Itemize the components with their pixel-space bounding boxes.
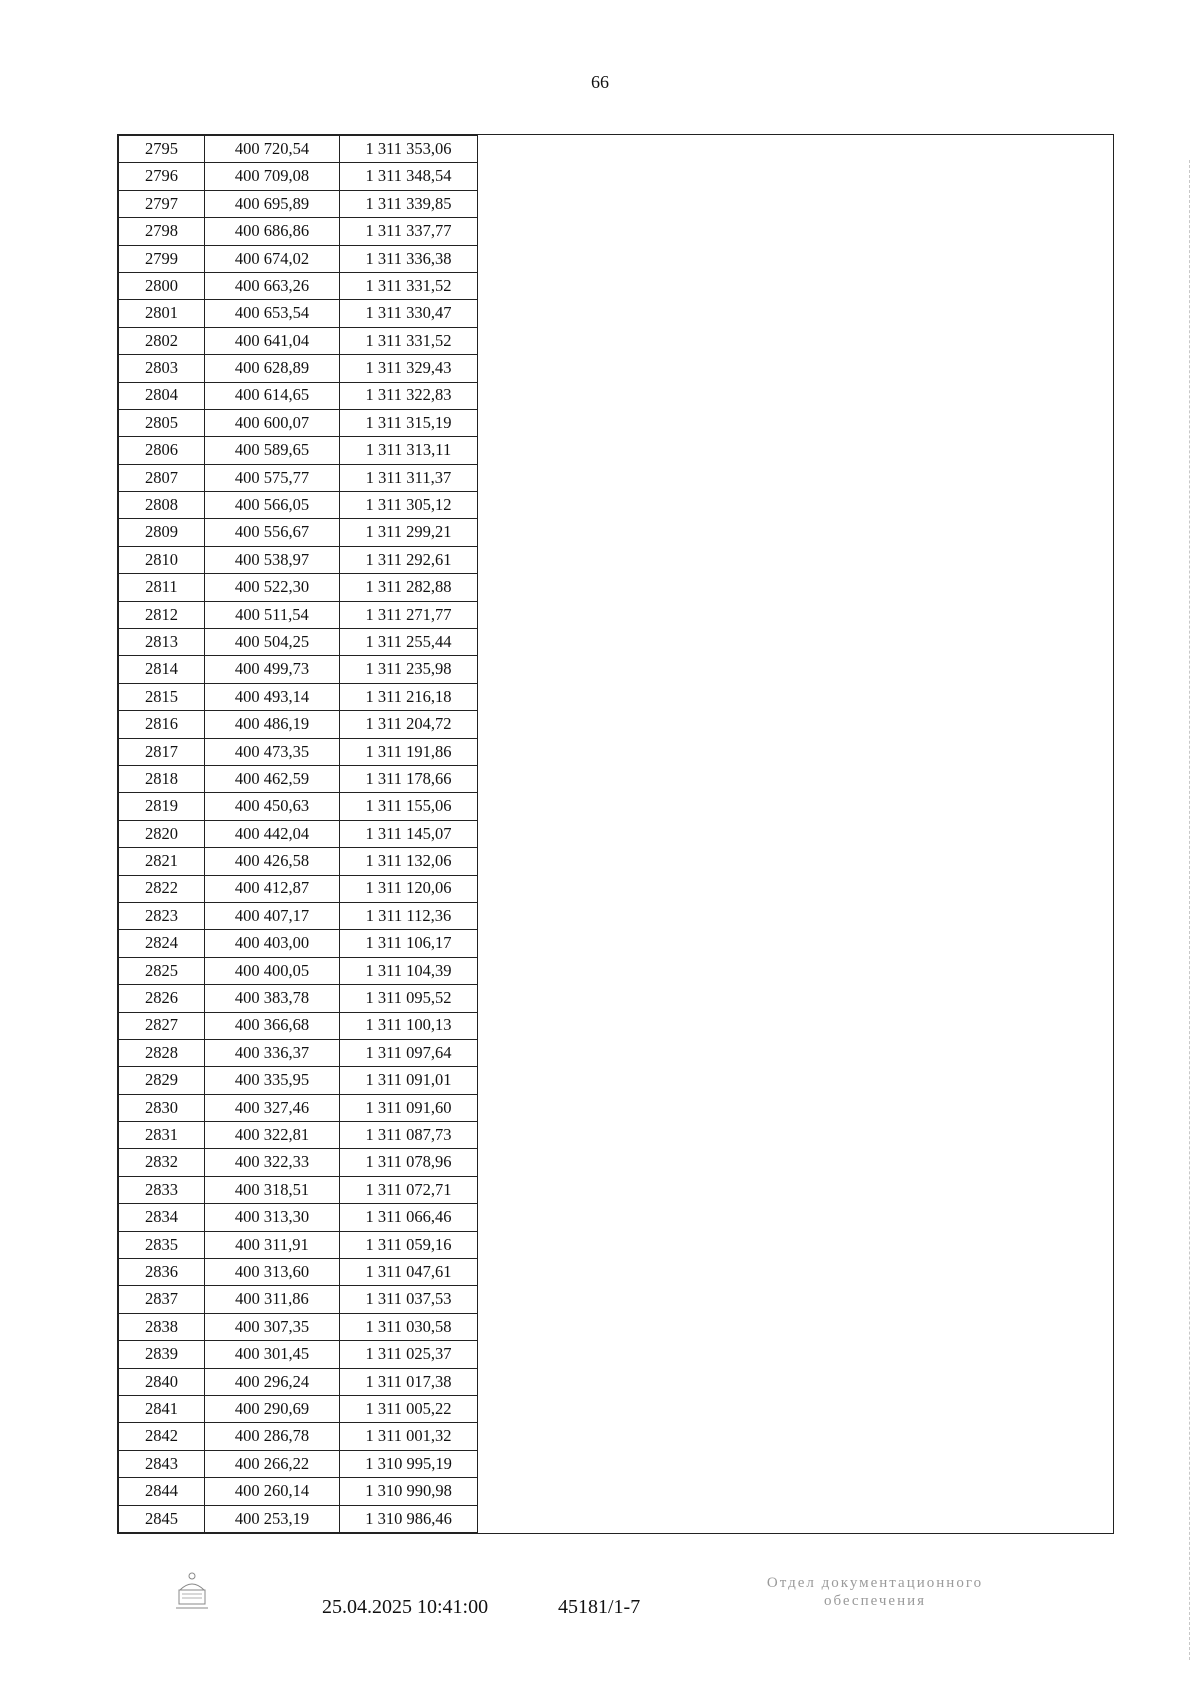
row-end xyxy=(478,492,479,519)
x-coordinate-cell: 400 709,08 xyxy=(205,163,340,190)
stamp-line-2: обеспечения xyxy=(823,1593,927,1609)
point-number-cell: 2798 xyxy=(119,218,205,245)
y-coordinate-cell: 1 311 331,52 xyxy=(340,272,478,299)
table-row xyxy=(119,1478,479,1505)
row-end xyxy=(478,1067,479,1094)
row-end xyxy=(478,656,479,683)
x-coordinate-cell: 400 450,63 xyxy=(205,793,340,820)
y-coordinate-cell: 1 311 322,83 xyxy=(340,382,478,409)
table-row xyxy=(119,1259,479,1286)
table-row xyxy=(119,902,479,929)
table-row xyxy=(119,1341,479,1368)
row-end xyxy=(478,1478,479,1505)
row-end xyxy=(478,519,479,546)
point-number-cell: 2803 xyxy=(119,355,205,382)
x-coordinate-cell: 400 674,02 xyxy=(205,245,340,272)
y-coordinate-cell: 1 311 282,88 xyxy=(340,574,478,601)
point-number-cell: 2837 xyxy=(119,1286,205,1313)
page-number: 66 xyxy=(591,72,609,92)
x-coordinate-cell: 400 322,33 xyxy=(205,1149,340,1176)
table-row xyxy=(119,190,479,217)
x-coordinate-cell: 400 290,69 xyxy=(205,1395,340,1422)
x-coordinate-cell: 400 493,14 xyxy=(205,683,340,710)
table-row xyxy=(119,1012,479,1039)
row-end xyxy=(478,190,479,217)
y-coordinate-cell: 1 311 005,22 xyxy=(340,1395,478,1422)
point-number-cell: 2801 xyxy=(119,300,205,327)
row-end xyxy=(478,1039,479,1066)
table-row xyxy=(119,1450,479,1477)
table-row xyxy=(119,1286,479,1313)
point-number-cell: 2804 xyxy=(119,382,205,409)
y-coordinate-cell: 1 311 059,16 xyxy=(340,1231,478,1258)
x-coordinate-cell: 400 322,81 xyxy=(205,1122,340,1149)
row-end xyxy=(478,1450,479,1477)
table-row xyxy=(119,1094,479,1121)
y-coordinate-cell: 1 311 353,06 xyxy=(340,136,478,163)
table-row xyxy=(119,793,479,820)
coordinates-table xyxy=(118,135,479,1533)
y-coordinate-cell: 1 311 100,13 xyxy=(340,1012,478,1039)
x-coordinate-cell: 400 383,78 xyxy=(205,985,340,1012)
point-number-cell: 2835 xyxy=(119,1231,205,1258)
y-coordinate-cell: 1 311 339,85 xyxy=(340,190,478,217)
table-row xyxy=(119,656,479,683)
row-end xyxy=(478,1149,479,1176)
row-end xyxy=(478,848,479,875)
x-coordinate-cell: 400 412,87 xyxy=(205,875,340,902)
x-coordinate-cell: 400 336,37 xyxy=(205,1039,340,1066)
point-number-cell: 2823 xyxy=(119,902,205,929)
row-end xyxy=(478,1122,479,1149)
footer-document-number: 45181/1-7 xyxy=(558,1596,641,1618)
x-coordinate-cell: 400 720,54 xyxy=(205,136,340,163)
row-end xyxy=(478,1313,479,1340)
x-coordinate-cell: 400 403,00 xyxy=(205,930,340,957)
y-coordinate-cell: 1 311 292,61 xyxy=(340,546,478,573)
y-coordinate-cell: 1 311 331,52 xyxy=(340,327,478,354)
table-row xyxy=(119,492,479,519)
row-end xyxy=(478,683,479,710)
y-coordinate-cell: 1 311 017,38 xyxy=(340,1368,478,1395)
table-row xyxy=(119,1149,479,1176)
x-coordinate-cell: 400 253,19 xyxy=(205,1505,340,1532)
point-number-cell: 2845 xyxy=(119,1505,205,1532)
x-coordinate-cell: 400 327,46 xyxy=(205,1094,340,1121)
x-coordinate-cell: 400 296,24 xyxy=(205,1368,340,1395)
y-coordinate-cell: 1 311 078,96 xyxy=(340,1149,478,1176)
table-row xyxy=(119,355,479,382)
point-number-cell: 2806 xyxy=(119,437,205,464)
table-row xyxy=(119,300,479,327)
table-row xyxy=(119,985,479,1012)
row-end xyxy=(478,711,479,738)
y-coordinate-cell: 1 311 329,43 xyxy=(340,355,478,382)
y-coordinate-cell: 1 310 986,46 xyxy=(340,1505,478,1532)
row-end xyxy=(478,875,479,902)
table-row xyxy=(119,409,479,436)
y-coordinate-cell: 1 311 091,01 xyxy=(340,1067,478,1094)
table-row xyxy=(119,1313,479,1340)
y-coordinate-cell: 1 311 271,77 xyxy=(340,601,478,628)
point-number-cell: 2809 xyxy=(119,519,205,546)
row-end xyxy=(478,163,479,190)
x-coordinate-cell: 400 286,78 xyxy=(205,1423,340,1450)
y-coordinate-cell: 1 311 112,36 xyxy=(340,902,478,929)
point-number-cell: 2834 xyxy=(119,1204,205,1231)
point-number-cell: 2802 xyxy=(119,327,205,354)
y-coordinate-cell: 1 311 315,19 xyxy=(340,409,478,436)
table-row xyxy=(119,1423,479,1450)
row-end xyxy=(478,1094,479,1121)
table-row xyxy=(119,327,479,354)
y-coordinate-cell: 1 311 087,73 xyxy=(340,1122,478,1149)
point-number-cell: 2831 xyxy=(119,1122,205,1149)
y-coordinate-cell: 1 311 348,54 xyxy=(340,163,478,190)
y-coordinate-cell: 1 311 311,37 xyxy=(340,464,478,491)
row-end xyxy=(478,738,479,765)
x-coordinate-cell: 400 313,30 xyxy=(205,1204,340,1231)
x-coordinate-cell: 400 400,05 xyxy=(205,957,340,984)
y-coordinate-cell: 1 311 313,11 xyxy=(340,437,478,464)
table-row xyxy=(119,1176,479,1203)
point-number-cell: 2828 xyxy=(119,1039,205,1066)
row-end xyxy=(478,272,479,299)
y-coordinate-cell: 1 311 104,39 xyxy=(340,957,478,984)
row-end xyxy=(478,1176,479,1203)
x-coordinate-cell: 400 511,54 xyxy=(205,601,340,628)
table-row xyxy=(119,1039,479,1066)
point-number-cell: 2797 xyxy=(119,190,205,217)
row-end xyxy=(478,355,479,382)
x-coordinate-cell: 400 407,17 xyxy=(205,902,340,929)
y-coordinate-cell: 1 311 191,86 xyxy=(340,738,478,765)
table-row xyxy=(119,930,479,957)
emblem-icon xyxy=(170,1570,214,1614)
row-end xyxy=(478,1231,479,1258)
point-number-cell: 2842 xyxy=(119,1423,205,1450)
y-coordinate-cell: 1 311 091,60 xyxy=(340,1094,478,1121)
point-number-cell: 2811 xyxy=(119,574,205,601)
table-row xyxy=(119,574,479,601)
point-number-cell: 2817 xyxy=(119,738,205,765)
point-number-cell: 2820 xyxy=(119,820,205,847)
point-number-cell: 2814 xyxy=(119,656,205,683)
y-coordinate-cell: 1 311 235,98 xyxy=(340,656,478,683)
row-end xyxy=(478,902,479,929)
y-coordinate-cell: 1 311 204,72 xyxy=(340,711,478,738)
point-number-cell: 2844 xyxy=(119,1478,205,1505)
table-row xyxy=(119,136,479,163)
scan-edge-marks xyxy=(1185,160,1190,1660)
stamp-line-1: Отдел документационного xyxy=(766,1575,984,1591)
table-row xyxy=(119,1368,479,1395)
table-row xyxy=(119,629,479,656)
x-coordinate-cell: 400 695,89 xyxy=(205,190,340,217)
table-row xyxy=(119,1395,479,1422)
table-row xyxy=(119,163,479,190)
x-coordinate-cell: 400 556,67 xyxy=(205,519,340,546)
table-row xyxy=(119,464,479,491)
table-row xyxy=(119,601,479,628)
point-number-cell: 2829 xyxy=(119,1067,205,1094)
table-row xyxy=(119,1204,479,1231)
table-row xyxy=(119,1231,479,1258)
point-number-cell: 2825 xyxy=(119,957,205,984)
y-coordinate-cell: 1 311 120,06 xyxy=(340,875,478,902)
point-number-cell: 2818 xyxy=(119,765,205,792)
row-end xyxy=(478,1259,479,1286)
point-number-cell: 2816 xyxy=(119,711,205,738)
point-number-cell: 2841 xyxy=(119,1395,205,1422)
x-coordinate-cell: 400 653,54 xyxy=(205,300,340,327)
table-row xyxy=(119,848,479,875)
y-coordinate-cell: 1 311 216,18 xyxy=(340,683,478,710)
table-row xyxy=(119,437,479,464)
x-coordinate-cell: 400 462,59 xyxy=(205,765,340,792)
table-row xyxy=(119,1122,479,1149)
point-number-cell: 2838 xyxy=(119,1313,205,1340)
point-number-cell: 2822 xyxy=(119,875,205,902)
x-coordinate-cell: 400 600,07 xyxy=(205,409,340,436)
x-coordinate-cell: 400 335,95 xyxy=(205,1067,340,1094)
y-coordinate-cell: 1 311 337,77 xyxy=(340,218,478,245)
y-coordinate-cell: 1 311 047,61 xyxy=(340,1259,478,1286)
point-number-cell: 2815 xyxy=(119,683,205,710)
y-coordinate-cell: 1 311 305,12 xyxy=(340,492,478,519)
x-coordinate-cell: 400 307,35 xyxy=(205,1313,340,1340)
point-number-cell: 2833 xyxy=(119,1176,205,1203)
row-end xyxy=(478,957,479,984)
table-row xyxy=(119,272,479,299)
row-end xyxy=(478,464,479,491)
table-row xyxy=(119,683,479,710)
x-coordinate-cell: 400 266,22 xyxy=(205,1450,340,1477)
y-coordinate-cell: 1 311 155,06 xyxy=(340,793,478,820)
table-row xyxy=(119,820,479,847)
row-end xyxy=(478,1341,479,1368)
x-coordinate-cell: 400 538,97 xyxy=(205,546,340,573)
x-coordinate-cell: 400 614,65 xyxy=(205,382,340,409)
y-coordinate-cell: 1 311 178,66 xyxy=(340,765,478,792)
row-end xyxy=(478,300,479,327)
x-coordinate-cell: 400 486,19 xyxy=(205,711,340,738)
point-number-cell: 2812 xyxy=(119,601,205,628)
y-coordinate-cell: 1 311 072,71 xyxy=(340,1176,478,1203)
y-coordinate-cell: 1 311 132,06 xyxy=(340,848,478,875)
x-coordinate-cell: 400 311,91 xyxy=(205,1231,340,1258)
row-end xyxy=(478,218,479,245)
point-number-cell: 2819 xyxy=(119,793,205,820)
point-number-cell: 2796 xyxy=(119,163,205,190)
table-row xyxy=(119,1505,479,1532)
x-coordinate-cell: 400 641,04 xyxy=(205,327,340,354)
point-number-cell: 2821 xyxy=(119,848,205,875)
y-coordinate-cell: 1 311 299,21 xyxy=(340,519,478,546)
department-stamp xyxy=(730,1574,1020,1610)
x-coordinate-cell: 400 311,86 xyxy=(205,1286,340,1313)
footer-timestamp: 25.04.2025 10:41:00 xyxy=(322,1596,489,1618)
y-coordinate-cell: 1 310 995,19 xyxy=(340,1450,478,1477)
y-coordinate-cell: 1 311 097,64 xyxy=(340,1039,478,1066)
row-end xyxy=(478,1012,479,1039)
x-coordinate-cell: 400 566,05 xyxy=(205,492,340,519)
point-number-cell: 2830 xyxy=(119,1094,205,1121)
point-number-cell: 2843 xyxy=(119,1450,205,1477)
row-end xyxy=(478,820,479,847)
row-end xyxy=(478,409,479,436)
point-number-cell: 2836 xyxy=(119,1259,205,1286)
row-end xyxy=(478,1204,479,1231)
row-end xyxy=(478,382,479,409)
row-end xyxy=(478,985,479,1012)
x-coordinate-cell: 400 499,73 xyxy=(205,656,340,683)
y-coordinate-cell: 1 311 066,46 xyxy=(340,1204,478,1231)
x-coordinate-cell: 400 318,51 xyxy=(205,1176,340,1203)
row-end xyxy=(478,601,479,628)
y-coordinate-cell: 1 311 037,53 xyxy=(340,1286,478,1313)
x-coordinate-cell: 400 260,14 xyxy=(205,1478,340,1505)
point-number-cell: 2839 xyxy=(119,1341,205,1368)
row-end xyxy=(478,1395,479,1422)
x-coordinate-cell: 400 301,45 xyxy=(205,1341,340,1368)
table-row xyxy=(119,382,479,409)
x-coordinate-cell: 400 473,35 xyxy=(205,738,340,765)
table-row xyxy=(119,546,479,573)
x-coordinate-cell: 400 313,60 xyxy=(205,1259,340,1286)
x-coordinate-cell: 400 589,65 xyxy=(205,437,340,464)
table-row xyxy=(119,875,479,902)
y-coordinate-cell: 1 311 255,44 xyxy=(340,629,478,656)
y-coordinate-cell: 1 311 030,58 xyxy=(340,1313,478,1340)
point-number-cell: 2827 xyxy=(119,1012,205,1039)
row-end xyxy=(478,574,479,601)
table-row xyxy=(119,738,479,765)
y-coordinate-cell: 1 311 106,17 xyxy=(340,930,478,957)
row-end xyxy=(478,1423,479,1450)
table-row xyxy=(119,711,479,738)
table-row xyxy=(119,957,479,984)
x-coordinate-cell: 400 522,30 xyxy=(205,574,340,601)
row-end xyxy=(478,1505,479,1532)
y-coordinate-cell: 1 311 001,32 xyxy=(340,1423,478,1450)
point-number-cell: 2810 xyxy=(119,546,205,573)
x-coordinate-cell: 400 504,25 xyxy=(205,629,340,656)
x-coordinate-cell: 400 426,58 xyxy=(205,848,340,875)
point-number-cell: 2799 xyxy=(119,245,205,272)
row-end xyxy=(478,629,479,656)
x-coordinate-cell: 400 663,26 xyxy=(205,272,340,299)
point-number-cell: 2800 xyxy=(119,272,205,299)
point-number-cell: 2840 xyxy=(119,1368,205,1395)
row-end xyxy=(478,327,479,354)
x-coordinate-cell: 400 686,86 xyxy=(205,218,340,245)
table-row xyxy=(119,765,479,792)
y-coordinate-cell: 1 311 336,38 xyxy=(340,245,478,272)
y-coordinate-cell: 1 311 330,47 xyxy=(340,300,478,327)
x-coordinate-cell: 400 628,89 xyxy=(205,355,340,382)
row-end xyxy=(478,437,479,464)
point-number-cell: 2795 xyxy=(119,136,205,163)
row-end xyxy=(478,1368,479,1395)
y-coordinate-cell: 1 311 025,37 xyxy=(340,1341,478,1368)
point-number-cell: 2807 xyxy=(119,464,205,491)
row-end xyxy=(478,245,479,272)
point-number-cell: 2826 xyxy=(119,985,205,1012)
x-coordinate-cell: 400 442,04 xyxy=(205,820,340,847)
row-end xyxy=(478,136,479,163)
point-number-cell: 2824 xyxy=(119,930,205,957)
point-number-cell: 2808 xyxy=(119,492,205,519)
row-end xyxy=(478,1286,479,1313)
table-row xyxy=(119,519,479,546)
y-coordinate-cell: 1 311 095,52 xyxy=(340,985,478,1012)
point-number-cell: 2832 xyxy=(119,1149,205,1176)
coordinates-table-body xyxy=(119,136,479,1533)
point-number-cell: 2813 xyxy=(119,629,205,656)
point-number-cell: 2805 xyxy=(119,409,205,436)
row-end xyxy=(478,546,479,573)
x-coordinate-cell: 400 366,68 xyxy=(205,1012,340,1039)
row-end xyxy=(478,793,479,820)
table-row xyxy=(119,218,479,245)
y-coordinate-cell: 1 310 990,98 xyxy=(340,1478,478,1505)
document-frame xyxy=(117,134,1114,1534)
table-row xyxy=(119,1067,479,1094)
table-row xyxy=(119,245,479,272)
y-coordinate-cell: 1 311 145,07 xyxy=(340,820,478,847)
x-coordinate-cell: 400 575,77 xyxy=(205,464,340,491)
row-end xyxy=(478,930,479,957)
row-end xyxy=(478,765,479,792)
